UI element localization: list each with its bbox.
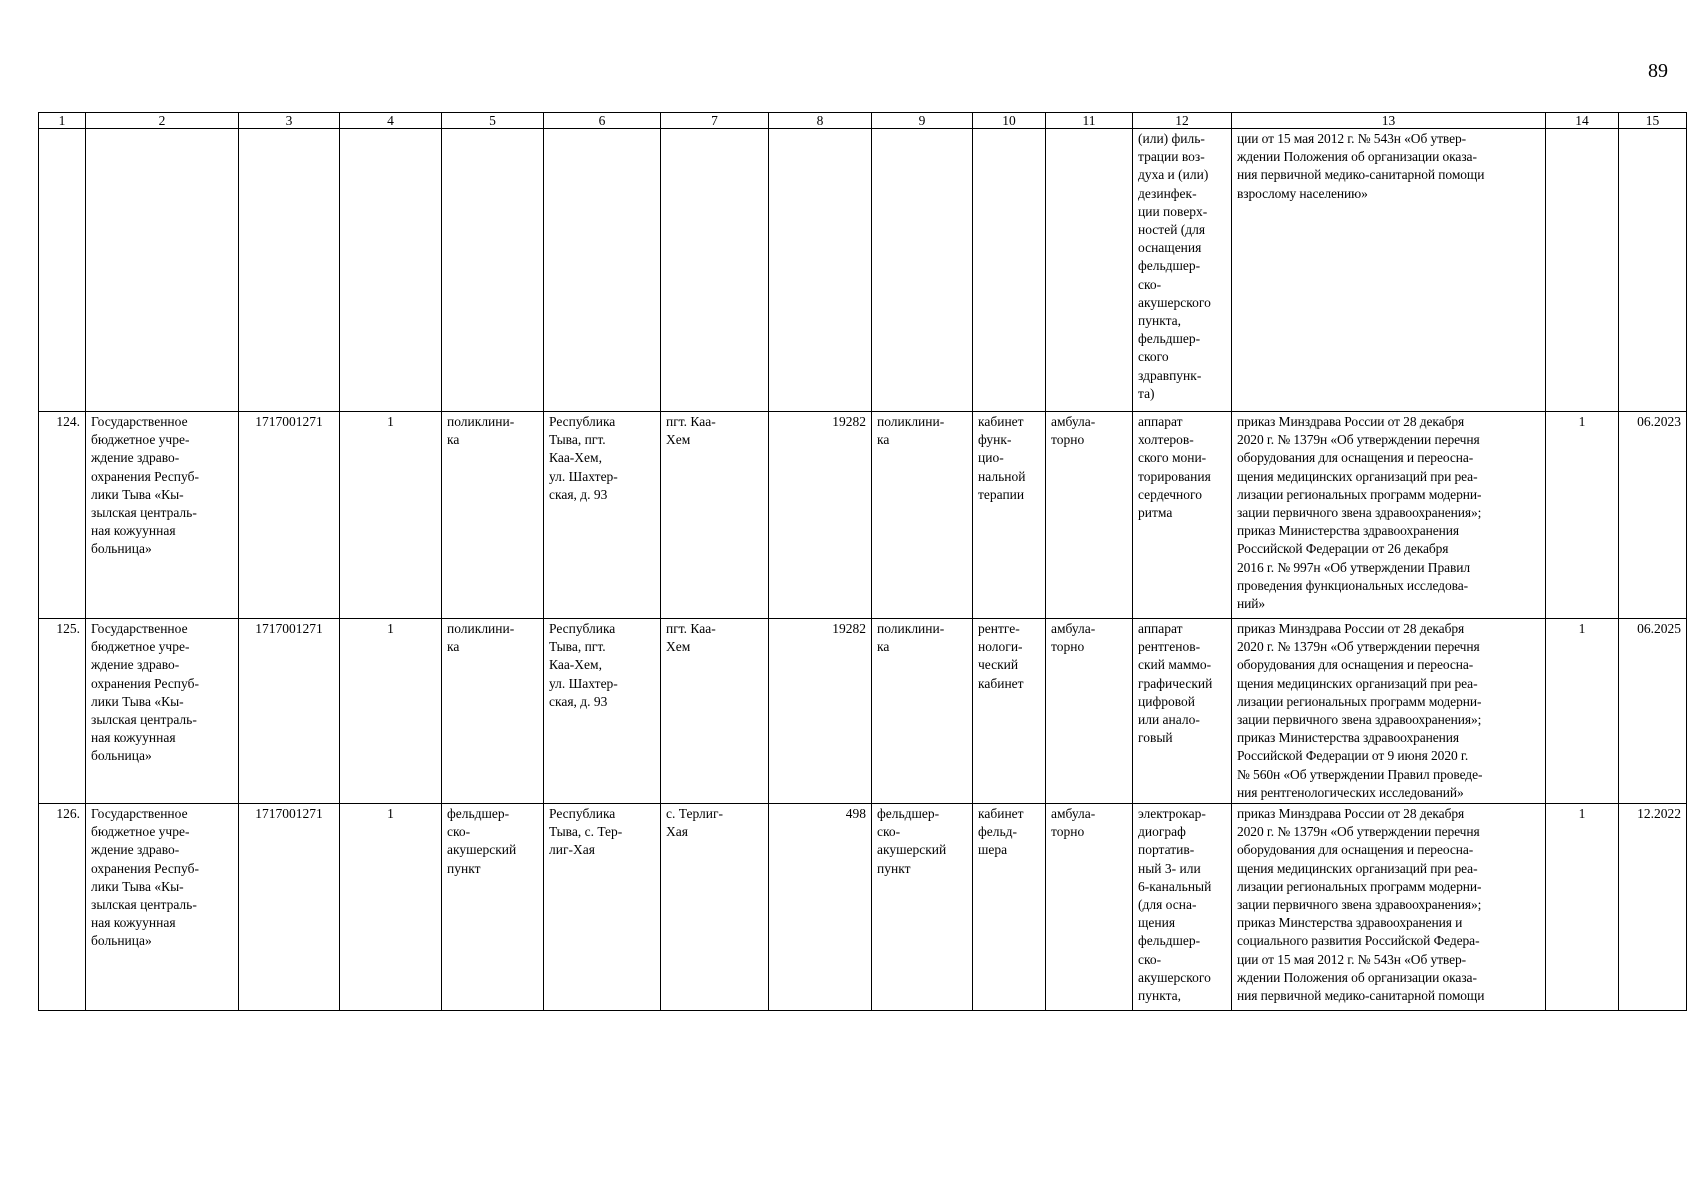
cell-line: пункта, bbox=[1138, 313, 1182, 329]
population-cell: 19282 bbox=[769, 619, 872, 804]
cell-line: зылская централь- bbox=[91, 712, 197, 728]
col-header-13: 13 bbox=[1232, 113, 1546, 129]
cell-line: амбула- bbox=[1051, 414, 1096, 429]
equipment-cell bbox=[1133, 129, 1232, 412]
cell-line: акушерский bbox=[877, 842, 947, 858]
col-header-5: 5 bbox=[442, 113, 544, 129]
care-form-cell bbox=[1046, 129, 1133, 412]
cell-line: фельд- bbox=[978, 824, 1017, 840]
institution-name bbox=[86, 412, 239, 619]
cell-line: торно bbox=[1051, 824, 1085, 840]
cell-line: Хем bbox=[666, 432, 691, 448]
subdivision-cell bbox=[872, 619, 973, 804]
cell-line: ская, д. 93 bbox=[549, 693, 608, 709]
cell-line: Российской Федерации от 26 декабря bbox=[1237, 541, 1449, 557]
cell-line: ул. Шахтер- bbox=[549, 675, 618, 691]
cell-line: Тыва, пгт. bbox=[549, 639, 606, 655]
cell-line: портатив- bbox=[1138, 842, 1195, 858]
cell-line: торно bbox=[1051, 432, 1085, 448]
cell-line: 2020 г. № 1379н «Об утверждении перечня bbox=[1237, 824, 1480, 840]
cell-line: дезинфек- bbox=[1138, 185, 1197, 201]
cell-line: поликлини- bbox=[877, 621, 945, 636]
legal-basis-cell bbox=[1232, 412, 1546, 619]
cell-line: № 560н «Об утверждении Правил проведе- bbox=[1237, 766, 1483, 782]
table-row bbox=[39, 619, 1687, 804]
legal-basis-cell bbox=[1232, 804, 1546, 1011]
cell-line: фельдшер- bbox=[1138, 933, 1201, 949]
institution-name bbox=[86, 129, 239, 412]
cell-line: рентге- bbox=[978, 621, 1020, 636]
subdivision-cell bbox=[872, 804, 973, 1011]
cell-line: бюджетное учре- bbox=[91, 639, 190, 655]
cell-line: ка bbox=[447, 639, 460, 655]
equipment-cell bbox=[1133, 619, 1232, 804]
cell-line: шера bbox=[978, 842, 1008, 858]
cell-line: ждении Положения об организации оказа- bbox=[1237, 149, 1477, 165]
cell-line: Республика bbox=[549, 414, 616, 429]
cell-line: лики Тыва «Кы- bbox=[91, 486, 184, 502]
cell-line: кабинет bbox=[978, 414, 1024, 429]
cell-line: приказ Министерства здравоохранения bbox=[1237, 730, 1460, 746]
cell-line: графический bbox=[1138, 675, 1213, 691]
cell-line: духа и (или) bbox=[1138, 167, 1209, 183]
room-cell bbox=[973, 129, 1046, 412]
col-header-7: 7 bbox=[661, 113, 769, 129]
cell-line: больница» bbox=[91, 541, 152, 557]
cell-line: приказ Минздрава России от 28 декабря bbox=[1237, 414, 1465, 429]
cell-line: диограф bbox=[1138, 824, 1186, 840]
col-header-9: 9 bbox=[872, 113, 973, 129]
cell-line: охранения Респуб- bbox=[91, 860, 199, 876]
cell-line: Каа-Хем, bbox=[549, 657, 602, 673]
col-header-12: 12 bbox=[1133, 113, 1232, 129]
cell-line: ско- bbox=[1138, 951, 1162, 967]
table-row bbox=[39, 804, 1687, 1011]
cell-line: акушерского bbox=[1138, 969, 1211, 985]
cell-line: оборудования для оснащения и переосна- bbox=[1237, 450, 1474, 466]
cell-line: щения bbox=[1138, 915, 1176, 931]
col-header-4: 4 bbox=[340, 113, 442, 129]
room-cell bbox=[973, 619, 1046, 804]
col-header-11: 11 bbox=[1046, 113, 1133, 129]
cell-line: ции поверх- bbox=[1138, 203, 1208, 219]
equipment-cell bbox=[1133, 412, 1232, 619]
cell-line: охранения Респуб- bbox=[91, 675, 199, 691]
settlement-cell bbox=[661, 619, 769, 804]
quantity-cell: 1 bbox=[1546, 619, 1619, 804]
cell-line: 2020 г. № 1379н «Об утверждении перечня bbox=[1237, 432, 1480, 448]
date-cell: 06.2023 bbox=[1619, 412, 1687, 619]
inn-cell: 1717001271 bbox=[239, 619, 340, 804]
table-row bbox=[39, 129, 1687, 412]
population-cell: 498 bbox=[769, 804, 872, 1011]
quantity-cell bbox=[1546, 129, 1619, 412]
settlement-cell bbox=[661, 412, 769, 619]
count-cell: 1 bbox=[340, 619, 442, 804]
cell-line: ский маммо- bbox=[1138, 657, 1212, 673]
cell-line: акушерского bbox=[1138, 294, 1211, 310]
room-cell bbox=[973, 412, 1046, 619]
settlement-cell bbox=[661, 804, 769, 1011]
col-header-8: 8 bbox=[769, 113, 872, 129]
cell-line: фельдшер- bbox=[877, 806, 940, 821]
cell-line: ния первичной медико-санитарной помощи bbox=[1237, 988, 1485, 1004]
cell-line: зылская централь- bbox=[91, 505, 197, 521]
cell-line: 6-канальный bbox=[1138, 878, 1212, 894]
row-number bbox=[39, 129, 86, 412]
cell-line: оборудования для оснащения и переосна- bbox=[1237, 842, 1474, 858]
cell-line: торирования bbox=[1138, 468, 1211, 484]
cell-line: ритма bbox=[1138, 505, 1173, 521]
address-cell bbox=[544, 129, 661, 412]
col-header-1: 1 bbox=[39, 113, 86, 129]
cell-line: пгт. Каа- bbox=[666, 414, 716, 429]
cell-line: взрослому населению» bbox=[1237, 185, 1368, 201]
quantity-cell: 1 bbox=[1546, 804, 1619, 1011]
col-header-6: 6 bbox=[544, 113, 661, 129]
cell-line: щения медицинских организаций при реа- bbox=[1237, 860, 1478, 876]
room-cell bbox=[973, 804, 1046, 1011]
subdivision-cell bbox=[872, 412, 973, 619]
cell-line: Тыва, с. Тер- bbox=[549, 824, 623, 840]
cell-line: цифровой bbox=[1138, 693, 1195, 709]
cell-line: ско- bbox=[1138, 276, 1162, 292]
cell-line: лики Тыва «Кы- bbox=[91, 878, 184, 894]
cell-line: оборудования для оснащения и переосна- bbox=[1237, 657, 1474, 673]
cell-line: пгт. Каа- bbox=[666, 621, 716, 636]
cell-line: здравпунк- bbox=[1138, 367, 1202, 383]
date-cell: 12.2022 bbox=[1619, 804, 1687, 1011]
care-form-cell bbox=[1046, 804, 1133, 1011]
cell-line: ско- bbox=[877, 824, 901, 840]
cell-line: больница» bbox=[91, 748, 152, 764]
cell-line: с. Терлиг- bbox=[666, 806, 724, 821]
institution-name bbox=[86, 804, 239, 1011]
cell-line: приказ Минстерства здравоохранения и bbox=[1237, 915, 1463, 931]
registry-table bbox=[38, 112, 1687, 1011]
unit-type bbox=[442, 412, 544, 619]
unit-type bbox=[442, 129, 544, 412]
legal-basis-cell bbox=[1232, 129, 1546, 412]
cell-line: сердечного bbox=[1138, 486, 1202, 502]
row-number: 124. bbox=[39, 412, 86, 619]
cell-line: ул. Шахтер- bbox=[549, 468, 618, 484]
cell-line: ского мони- bbox=[1138, 450, 1207, 466]
inn-cell: 1717001271 bbox=[239, 804, 340, 1011]
cell-line: трации воз- bbox=[1138, 149, 1205, 165]
cell-line: акушерский bbox=[447, 842, 517, 858]
cell-line: лизации региональных программ модерни- bbox=[1237, 878, 1482, 894]
cell-line: амбула- bbox=[1051, 621, 1096, 636]
cell-line: аппарат bbox=[1138, 621, 1183, 636]
cell-line: Хая bbox=[666, 824, 688, 840]
cell-line: Тыва, пгт. bbox=[549, 432, 606, 448]
cell-line: зации первичного звена здравоохранения»; bbox=[1237, 505, 1482, 521]
cell-line: Республика bbox=[549, 806, 616, 821]
cell-line: приказ Минздрава России от 28 декабря bbox=[1237, 806, 1465, 821]
cell-line: пункт bbox=[877, 860, 911, 876]
legal-basis-cell bbox=[1232, 619, 1546, 804]
cell-line: ния рентгенологических исследований» bbox=[1237, 784, 1464, 800]
cell-line: нальной bbox=[978, 468, 1026, 484]
cell-line: больница» bbox=[91, 933, 152, 949]
count-cell: 1 bbox=[340, 804, 442, 1011]
col-header-14: 14 bbox=[1546, 113, 1619, 129]
cell-line: Российской Федерации от 9 июня 2020 г. bbox=[1237, 748, 1469, 764]
cell-line: аппарат bbox=[1138, 414, 1183, 429]
cell-line: ции от 15 мая 2012 г. № 543н «Об утвер- bbox=[1237, 951, 1467, 967]
cell-line: лиг-Хая bbox=[549, 842, 595, 858]
cell-line: проведения функциональных исследова- bbox=[1237, 577, 1468, 593]
cell-line: ностей (для bbox=[1138, 222, 1206, 238]
cell-line: ская, д. 93 bbox=[549, 486, 608, 502]
cell-line: ции от 15 мая 2012 г. № 543н «Об утвер- bbox=[1237, 131, 1467, 146]
care-form-cell bbox=[1046, 619, 1133, 804]
cell-line: (или) филь- bbox=[1138, 131, 1205, 146]
cell-line: ный 3- или bbox=[1138, 860, 1201, 876]
cell-line: ждение здраво- bbox=[91, 842, 180, 858]
cell-line: оснащения bbox=[1138, 240, 1202, 256]
col-header-3: 3 bbox=[239, 113, 340, 129]
cell-line: терапии bbox=[978, 486, 1025, 502]
cell-line: лизации региональных программ модерни- bbox=[1237, 486, 1482, 502]
cell-line: говый bbox=[1138, 730, 1173, 746]
cell-line: щения медицинских организаций при реа- bbox=[1237, 468, 1478, 484]
cell-line: ка bbox=[877, 639, 890, 655]
cell-line: пункта, bbox=[1138, 988, 1182, 1004]
count-cell bbox=[340, 129, 442, 412]
cell-line: ная кожуунная bbox=[91, 730, 176, 746]
settlement-cell bbox=[661, 129, 769, 412]
cell-line: фельдшер- bbox=[1138, 331, 1201, 347]
cell-line: пункт bbox=[447, 860, 481, 876]
cell-line: приказ Министерства здравоохранения bbox=[1237, 523, 1460, 539]
cell-line: функ- bbox=[978, 432, 1012, 448]
cell-line: зылская централь- bbox=[91, 897, 197, 913]
cell-line: 2020 г. № 1379н «Об утверждении перечня bbox=[1237, 639, 1480, 655]
cell-line: или анало- bbox=[1138, 712, 1200, 728]
cell-line: бюджетное учре- bbox=[91, 824, 190, 840]
cell-line: нологи- bbox=[978, 639, 1023, 655]
date-cell bbox=[1619, 129, 1687, 412]
cell-line: лизации региональных программ модерни- bbox=[1237, 693, 1482, 709]
inn-cell bbox=[239, 129, 340, 412]
count-cell: 1 bbox=[340, 412, 442, 619]
cell-line: щения медицинских организаций при реа- bbox=[1237, 675, 1478, 691]
address-cell bbox=[544, 619, 661, 804]
cell-line: поликлини- bbox=[447, 414, 515, 429]
cell-line: цио- bbox=[978, 450, 1004, 466]
header-row bbox=[39, 113, 1687, 129]
cell-line: кабинет bbox=[978, 675, 1024, 691]
cell-line: ждение здраво- bbox=[91, 450, 180, 466]
cell-line: 2016 г. № 997н «Об утверждении Правил bbox=[1237, 559, 1471, 575]
care-form-cell bbox=[1046, 412, 1133, 619]
quantity-cell: 1 bbox=[1546, 412, 1619, 619]
cell-line: ний» bbox=[1237, 596, 1266, 612]
cell-line: ния первичной медико-санитарной помощи bbox=[1237, 167, 1485, 183]
row-number: 126. bbox=[39, 804, 86, 1011]
address-cell bbox=[544, 804, 661, 1011]
cell-line: Государственное bbox=[91, 621, 188, 636]
cell-line: ка bbox=[447, 432, 460, 448]
cell-line: ная кожуунная bbox=[91, 523, 176, 539]
cell-line: рентгенов- bbox=[1138, 639, 1201, 655]
cell-line: фельдшер- bbox=[1138, 258, 1201, 274]
table-row bbox=[39, 412, 1687, 619]
cell-line: Государственное bbox=[91, 414, 188, 429]
cell-line: приказ Минздрава России от 28 декабря bbox=[1237, 621, 1465, 636]
population-cell bbox=[769, 129, 872, 412]
cell-line: социального развития Российской Федера- bbox=[1237, 933, 1480, 949]
cell-line: ная кожуунная bbox=[91, 915, 176, 931]
cell-line: бюджетное учре- bbox=[91, 432, 190, 448]
page-number: 89 bbox=[1648, 60, 1668, 82]
cell-line: ждение здраво- bbox=[91, 657, 180, 673]
cell-line: Хем bbox=[666, 639, 691, 655]
unit-type bbox=[442, 804, 544, 1011]
cell-line: ско- bbox=[447, 824, 471, 840]
cell-line: ского bbox=[1138, 349, 1169, 365]
unit-type bbox=[442, 619, 544, 804]
cell-line: Каа-Хем, bbox=[549, 450, 602, 466]
institution-name bbox=[86, 619, 239, 804]
cell-line: ка bbox=[877, 432, 890, 448]
cell-line: кабинет bbox=[978, 806, 1024, 821]
cell-line: ждении Положения об организации оказа- bbox=[1237, 969, 1477, 985]
cell-line: Государственное bbox=[91, 806, 188, 821]
address-cell bbox=[544, 412, 661, 619]
cell-line: ческий bbox=[978, 657, 1019, 673]
cell-line: амбула- bbox=[1051, 806, 1096, 821]
cell-line: лики Тыва «Кы- bbox=[91, 693, 184, 709]
cell-line: (для осна- bbox=[1138, 897, 1197, 913]
population-cell: 19282 bbox=[769, 412, 872, 619]
cell-line: электрокар- bbox=[1138, 806, 1206, 821]
col-header-10: 10 bbox=[973, 113, 1046, 129]
cell-line: фельдшер- bbox=[447, 806, 510, 821]
cell-line: поликлини- bbox=[877, 414, 945, 429]
cell-line: холтеров- bbox=[1138, 432, 1194, 448]
cell-line: охранения Респуб- bbox=[91, 468, 199, 484]
col-header-2: 2 bbox=[86, 113, 239, 129]
cell-line: зации первичного звена здравоохранения»; bbox=[1237, 897, 1482, 913]
cell-line: торно bbox=[1051, 639, 1085, 655]
cell-line: та) bbox=[1138, 385, 1155, 401]
cell-line: Республика bbox=[549, 621, 616, 636]
row-number: 125. bbox=[39, 619, 86, 804]
cell-line: поликлини- bbox=[447, 621, 515, 636]
equipment-cell bbox=[1133, 804, 1232, 1011]
inn-cell: 1717001271 bbox=[239, 412, 340, 619]
subdivision-cell bbox=[872, 129, 973, 412]
cell-line: зации первичного звена здравоохранения»; bbox=[1237, 712, 1482, 728]
col-header-15: 15 bbox=[1619, 113, 1687, 129]
date-cell: 06.2025 bbox=[1619, 619, 1687, 804]
